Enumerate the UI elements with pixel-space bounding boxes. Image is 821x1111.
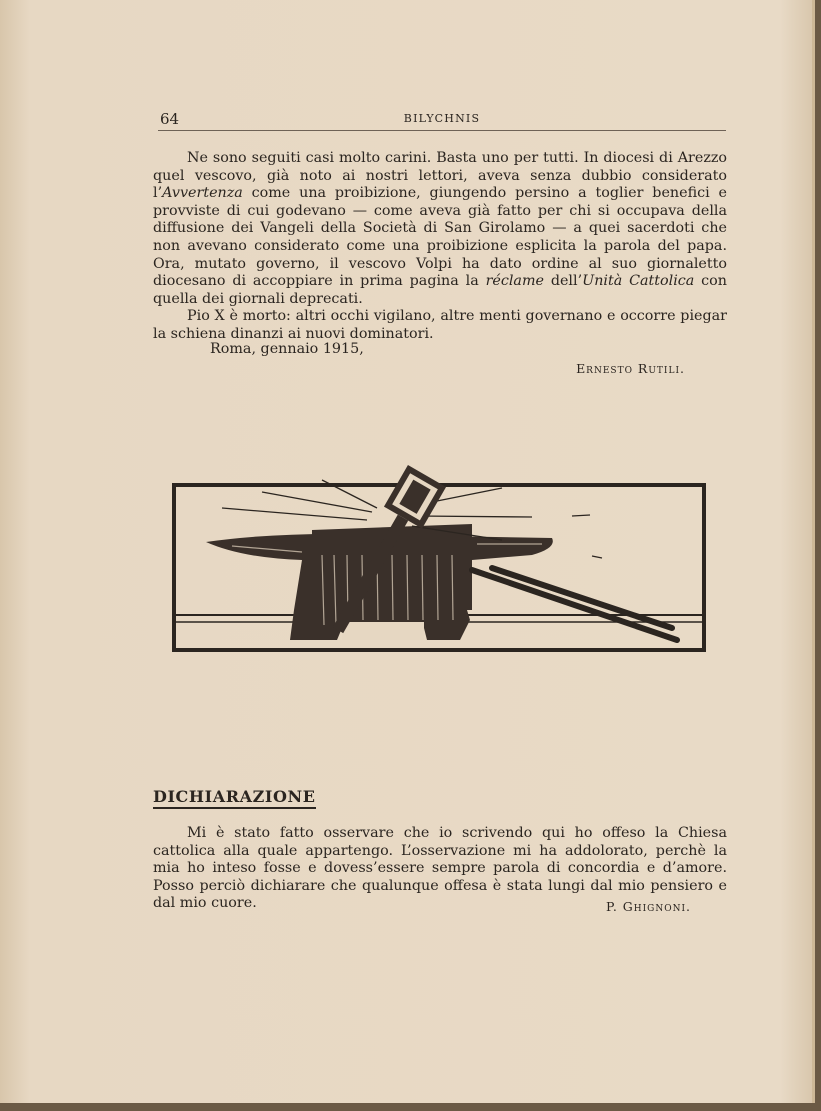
dateline: Roma, gennaio 1915, (210, 341, 364, 357)
author-signature: Ernesto Rutili. (576, 361, 685, 376)
running-title: BILYCHNIS (403, 112, 481, 125)
text-run: dell’ (543, 273, 583, 290)
page-number: 64 (160, 110, 180, 128)
declaration-signature: P. Ghignoni. (605, 899, 691, 914)
italic-term: Avvertenza (162, 185, 243, 202)
declaration-paragraph: Mi è stato fatto osservare che io scrivendo qui ho offeso la Chiesa cattolica alla quale appartengo. L’osservazione mi ha addolorato, perchè la mia ho inteso fosse e dovess’essere sempre parola di concordia e d’amore. Posso perciò dichiarare che qualunque offesa è stata lungi dal mio pensiero e dal mio cuore. (153, 825, 727, 912)
text-run: come una proibizione, giungendo persino a toglier benefici e provviste di cui godevano — come aveva già fatto per chi si occupava della diffusione dei Vangeli della Società di San Girolamo — a quei sacerdoti che non avevano considerato come una proibizione esplicita la parola del papa. Ora, mutato governo, il vescovo Volpi ha dato ordine al suo giornaletto diocesano di accoppiare in prima pagina la (153, 185, 727, 290)
text-run: Pio X è morto: altri occhi vigilano, altre menti governano e occorre piegar la schiena dinanzi ai nuovi dominatori. (153, 308, 727, 342)
article-paragraph (153, 308, 727, 343)
article-body (153, 150, 727, 344)
hammer-and-anvil-icon (172, 460, 706, 656)
text-run: con quella dei giornali deprecati. (153, 273, 727, 307)
declaration-heading: DICHIARAZIONE (153, 787, 316, 809)
article-paragraph (153, 150, 727, 308)
page-header (158, 110, 726, 131)
text-run: Ne sono seguiti casi molto carini. Basta uno per tutti. In diocesi di Arezzo quel vescovo, già noto ai nostri lettori, aveva senza dubbio considerato l’ (153, 150, 727, 202)
italic-term: Unità Cattolica (582, 273, 695, 290)
italic-term: réclame (485, 273, 544, 290)
